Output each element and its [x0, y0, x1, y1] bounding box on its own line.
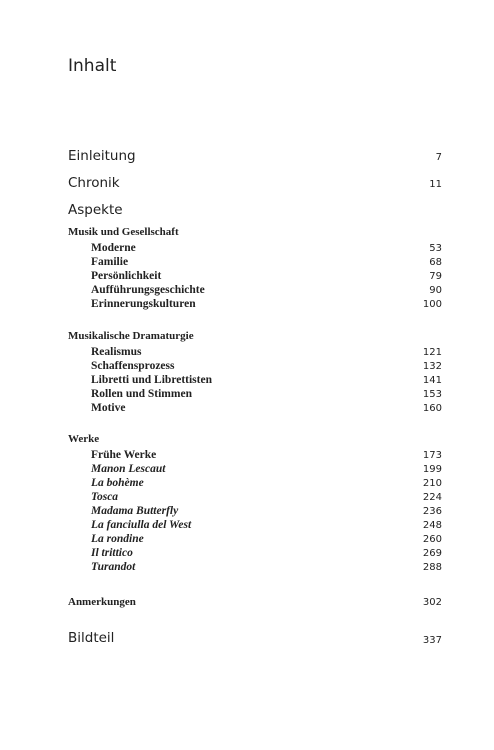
toc-entry: [0, 256, 494, 270]
toc-entry: [0, 547, 494, 561]
toc-entry-page: 173: [422, 450, 442, 461]
toc-entry-label: Rollen und Stimmen: [91, 388, 192, 400]
toc-entry-label: Libretti und Librettisten: [91, 374, 212, 386]
toc-entry: [0, 284, 494, 298]
toc-entry-label: Tosca: [91, 491, 119, 503]
toc-section-chronik: Chronik: [68, 175, 120, 191]
toc-entry-page: 153: [422, 389, 442, 400]
toc-entry: [0, 491, 494, 505]
toc-entry-page: 53: [429, 243, 442, 254]
toc-entry: [0, 346, 494, 360]
toc-entry: [0, 519, 494, 533]
toc-entry: [0, 533, 494, 547]
toc-entry-page: 79: [429, 271, 442, 282]
toc-entry: [0, 270, 494, 284]
toc-entry: [0, 463, 494, 477]
toc-page-anmerkungen: 302: [422, 597, 442, 608]
toc-entry: [0, 360, 494, 374]
toc-section-einleitung: Einleitung: [68, 148, 136, 164]
toc-entry-label: Realismus: [91, 346, 142, 358]
toc-entry-label: Turandot: [91, 561, 136, 573]
toc-entry: [0, 449, 494, 463]
toc-entry-label: Frühe Werke: [91, 449, 157, 461]
toc-group-heading: Werke: [68, 433, 100, 445]
toc-entry-page: 210: [422, 478, 442, 489]
toc-entry: [0, 477, 494, 491]
toc-entry-label: Persönlichkeit: [91, 270, 162, 282]
toc-entry-page: 269: [422, 548, 442, 559]
toc-entry-page: 288: [422, 562, 442, 573]
toc-entry-page: 236: [422, 506, 442, 517]
toc-entry-page: 68: [429, 257, 442, 268]
toc-entry: [0, 242, 494, 256]
toc-page-einleitung: 7: [435, 152, 442, 163]
toc-entry-label: La fanciulla del West: [91, 519, 192, 531]
toc-entry-page: 160: [422, 403, 442, 414]
toc-page-chronik: 11: [429, 179, 442, 190]
toc-group-heading: Musik und Gesellschaft: [68, 226, 179, 238]
toc-entry-label: Manon Lescaut: [91, 463, 166, 475]
toc-entry: [0, 402, 494, 416]
toc-entry-label: Familie: [91, 256, 129, 268]
toc-entry-page: 141: [422, 375, 442, 386]
toc-entry: [0, 388, 494, 402]
toc-entry: [0, 374, 494, 388]
toc-entry-page: 248: [422, 520, 442, 531]
toc-entry-label: Moderne: [91, 242, 136, 254]
toc-entry-label: Madama Butterfly: [91, 505, 179, 517]
toc-entry-label: La bohème: [91, 477, 144, 489]
toc-entry-label: Aufführungsgeschichte: [91, 284, 205, 296]
toc-entry: [0, 561, 494, 575]
toc-entry: [0, 505, 494, 519]
toc-entry-label: Il trittico: [91, 547, 133, 559]
toc-section-anmerkungen: Anmerkungen: [68, 596, 136, 608]
toc-entry-label: Erinnerungskulturen: [91, 298, 196, 310]
toc-entry-page: 132: [422, 361, 442, 372]
toc-entry-page: 121: [422, 347, 442, 358]
toc-entry-page: 199: [422, 464, 442, 475]
toc-entry-label: La rondine: [91, 533, 144, 545]
toc-entry-page: 224: [422, 492, 442, 503]
toc-page-bildteil: 337: [422, 635, 442, 646]
toc-section-bildteil: Bildteil: [68, 630, 115, 646]
toc-entry-page: 100: [422, 299, 442, 310]
toc-section-aspekte: Aspekte: [68, 202, 123, 218]
toc-entry-label: Motive: [91, 402, 126, 414]
toc-entry-page: 90: [429, 285, 442, 296]
toc-entry: [0, 298, 494, 312]
toc-group-heading: Musikalische Dramaturgie: [68, 330, 194, 342]
toc-entry-page: 260: [422, 534, 442, 545]
toc-entry-label: Schaffensprozess: [91, 360, 175, 372]
page-title: Inhalt: [68, 56, 117, 76]
